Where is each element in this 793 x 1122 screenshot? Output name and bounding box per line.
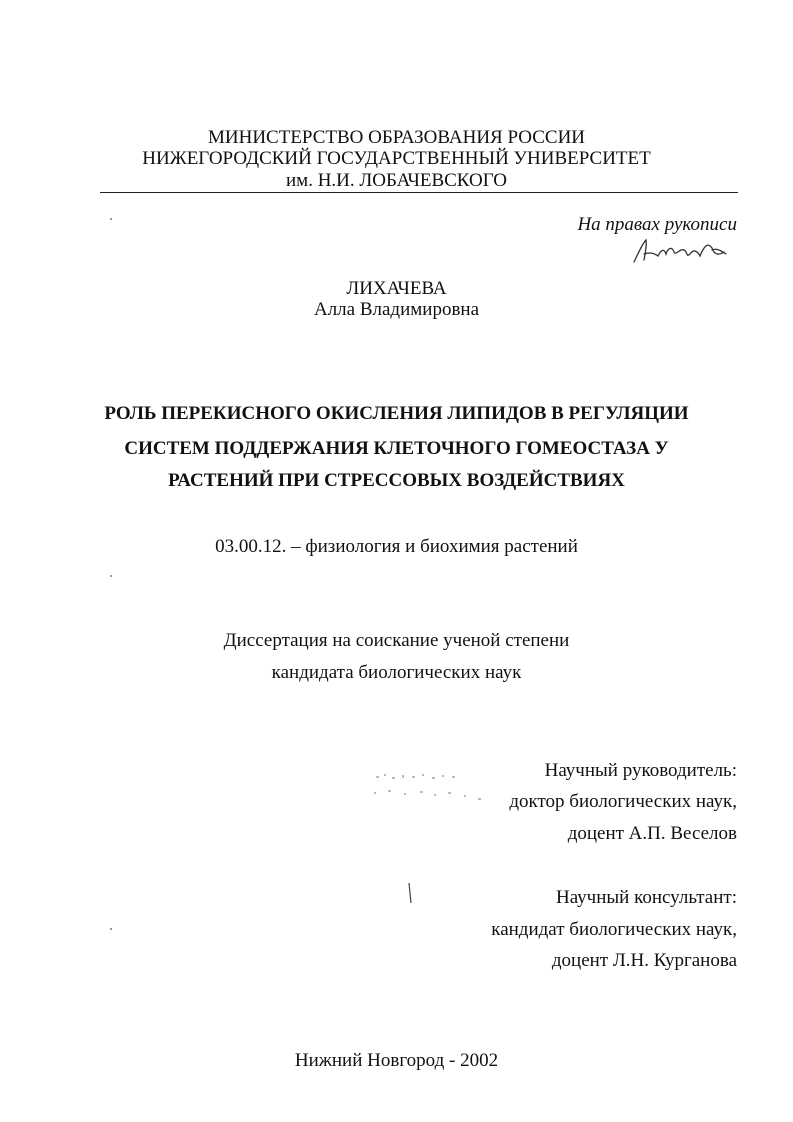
- manuscript-note: На правах рукописи: [577, 214, 737, 235]
- scan-speck: [110, 218, 112, 220]
- title-line-1: РОЛЬ ПЕРЕКИСНОГО ОКИСЛЕНИЯ ЛИПИДОВ В РЕГУЛЯЦИИ: [104, 403, 689, 424]
- title-line-2: СИСТЕМ ПОДДЕРЖАНИЯ КЛЕТОЧНОГО ГОМЕОСТАЗА У: [124, 438, 669, 459]
- scan-speck: [110, 928, 112, 930]
- header-rule: [100, 192, 738, 193]
- ink-stroke-mark: [408, 882, 412, 904]
- supervisor-role: Научный руководитель:: [544, 760, 737, 781]
- ministry-line: МИНИСТЕРСТВО ОБРАЗОВАНИЯ РОССИИ: [207, 127, 586, 148]
- author-surname: ЛИХАЧЕВА: [346, 278, 447, 299]
- supervisor-name: доцент А.П. Веселов: [567, 823, 737, 844]
- city-year: Нижний Новгород - 2002: [294, 1050, 499, 1071]
- specialty-line: 03.00.12. – физиология и биохимия растений: [215, 536, 578, 557]
- dissertation-line-2: кандидата биологических наук: [271, 662, 522, 683]
- supervisor-degree: доктор биологических наук,: [509, 791, 737, 812]
- dissertation-line-1: Диссертация на соискание ученой степени: [223, 630, 570, 651]
- title-line-3: РАСТЕНИЙ ПРИ СТРЕССОВЫХ ВОЗДЕЙСТВИЯХ: [168, 470, 625, 491]
- named-after-line: им. Н.И. ЛОБАЧЕВСКОГО: [286, 170, 507, 191]
- scan-speck: [110, 575, 112, 577]
- faint-stamp-mark: [368, 768, 492, 806]
- author-signature: [628, 234, 732, 268]
- university-line: НИЖЕГОРОДСКИЙ ГОСУДАРСТВЕННЫЙ УНИВЕРСИТЕТ: [142, 148, 651, 169]
- consultant-degree: кандидат биологических наук,: [491, 919, 737, 940]
- consultant-name: доцент Л.Н. Курганова: [551, 950, 737, 971]
- consultant-role: Научный консультант:: [555, 887, 737, 908]
- author-given-names: Алла Владимировна: [313, 299, 480, 320]
